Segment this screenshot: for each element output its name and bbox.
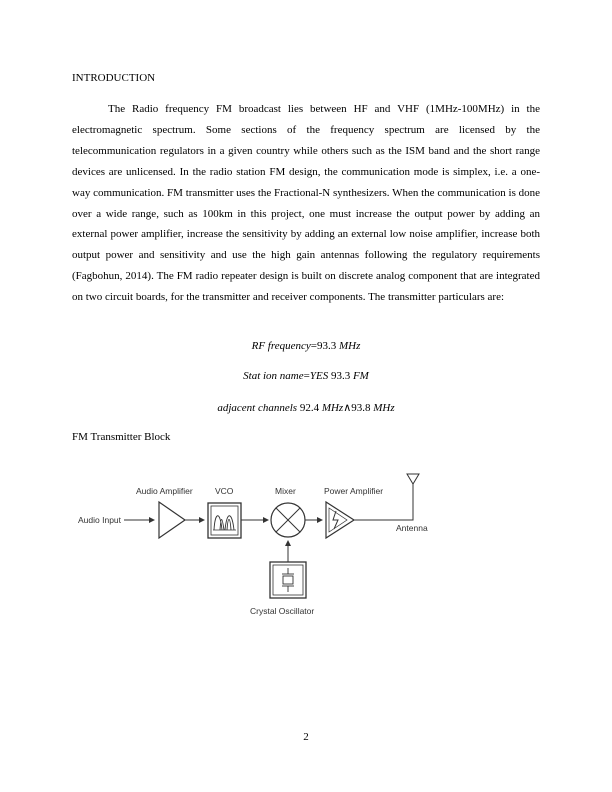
intro-paragraph: The Radio frequency FM broadcast lies between HF and VHF (1MHz-100MHz) in the electromagnetic spectrum. Some sections of the frequency spectrum are licensed by the telecommunication regulators in a given country while others such as the ISM band and the short range devices are unlicensed. In the radio station FM design, the communication mode is simplex, i.e. a one-way communication. FM transmitter uses the Fractional-N synthesizers. When the communication is done over a wide range, such as 100km in this project, one must increase the output power by adding an external power amplifier, increase the sensitivity by adding an external low noise amplifier, increase both output power and sensitivity and use the high gain antennas following the regulatory requirements (Fagbohun, 2014). The FM radio repeater design is built on discrete analog component that are integrated on two circuit boards, for the transmitter and receiver components. The transmitter particulars are: [72,103,540,304]
power-amplifier-label: Power Amplifier [324,486,384,496]
equation-operator: ∧ [343,402,352,414]
equation-label: adjacent channels [217,402,298,414]
audio-amplifier-icon [159,502,185,538]
section-heading: INTRODUCTION [72,72,156,84]
equation-unit: FM [352,370,369,382]
antenna-label: Antenna [396,523,428,533]
crystal-oscillator-label: Crystal Oscillator [250,606,315,616]
equation-unit-1: MHz [321,402,344,414]
fm-transmitter-block-diagram [74,470,436,622]
mixer-label: Mixer [275,486,296,496]
equation-label: Stat ion name [243,370,304,382]
vco-label: VCO [215,486,234,496]
power-amplifier-icon [326,502,354,538]
equation-prefix: YES [309,370,329,382]
equation-operator: = [310,340,317,352]
equation-rf-frequency [72,340,540,352]
equation-unit: MHz [338,340,361,352]
equation-value: 93.3 [330,370,351,382]
equation-value-1: 92.4 [299,402,320,414]
equation-unit-2: MHz [373,402,395,414]
audio-amplifier-label: Audio Amplifier [136,486,193,496]
diagram-heading: FM Transmitter Block [72,431,171,443]
equation-station-name [72,370,540,382]
equation-value: 93.3 [316,340,337,352]
equation-operator: = [303,370,310,382]
page-number: 2 [303,731,309,743]
equation-value-2: 93.8 [351,402,371,414]
vco-block [208,503,241,538]
equation-label: RF frequency [251,340,311,352]
antenna-icon [407,474,419,484]
equation-adjacent-channels [72,401,540,414]
crystal-oscillator-block [270,562,306,598]
audio-input-label: Audio Input [78,515,122,525]
